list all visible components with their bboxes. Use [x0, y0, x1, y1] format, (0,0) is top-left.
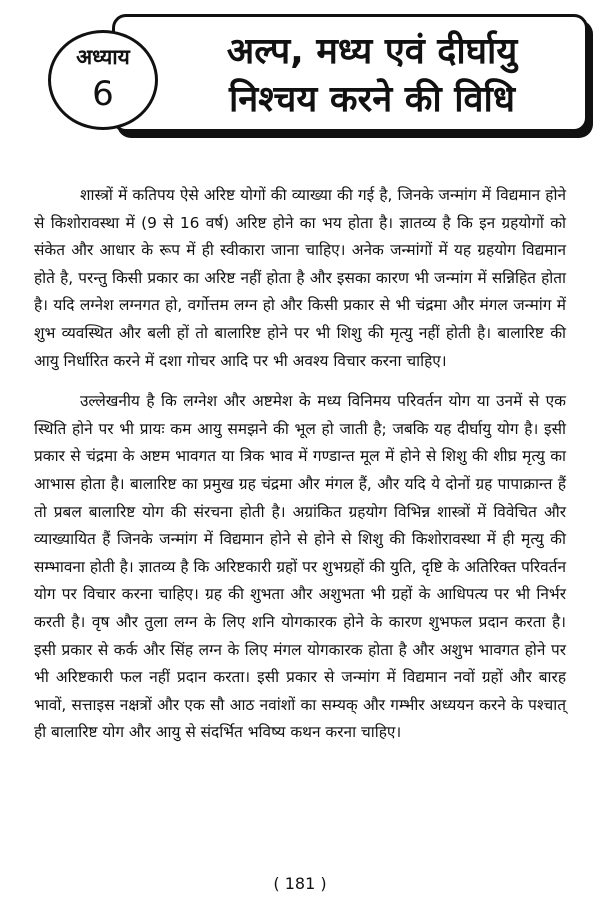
chapter-title-line-1: अल्प, मध्य एवं दीर्घायु	[226, 31, 518, 72]
chapter-badge	[48, 30, 158, 130]
chapter-label: अध्याय	[76, 45, 130, 69]
paragraph-1: शास्त्रों में कतिपय ऐसे अरिष्ट योगों की व्याख्या की गई है, जिनके जन्मांग में विद्यमान होने से किशोरावस्था में (9 से 16 वर्ष) अरिष्ट होने का भय होता है। ज्ञातव्य है कि इन ग्रहयोगों को संकेत और आधार के रूप में ही स्वीकारा जाना चाहिए। अनेक जन्मांगों में यह ग्रहयोग विद्यमान होते है, परन्तु किसी प्रकार का अरिष्ट नहीं होता है और इसका कारण भी जन्मांग में सन्निहित होता है। यदि लग्नेश लग्नगत हो, वर्गोत्तम लग्न हो और किसी प्रकार से भी चंद्रमा और मंगल जन्मांग में शुभ व्यवस्थित और बली हों तो बालारिष्ट होने पर भी शिशु की मृत्यु नहीं होती है। बालारिष्ट की आयु निर्धारित करने में दशा गोचर आदि पर भी अवश्य विचार करना चाहिए।	[34, 186, 566, 370]
chapter-number: 6	[92, 74, 114, 114]
paragraph-2: उल्लेखनीय है कि लग्नेश और अष्टमेश के मध्य विनिमय परिवर्तन योग या उनमें से एक स्थिति होने पर भी प्रायः कम आयु समझने की भूल हो जाती है; जबकि यह दीर्घायु योग है। इसी प्रकार से चंद्रमा के अष्टम भावगत या त्रिक भाव में गण्डान्त मूल में होने से शिशु की शीघ्र मृत्यु का आभास होता है। बालारिष्ट का प्रमुख ग्रह चंद्रमा और मंगल हैं, और यदि ये दोनों ग्रह पापाक्रान्त हैं तो प्रबल बालारिष्ट योग की संरचना होती है। अग्रांकित ग्रहयोग विभिन्न शास्त्रों में विवेचित और व्याख्यायित हैं जिनके जन्मांग में विद्यमान होने से होने से शिशु की किशोरावस्था में ही मृत्यु की सम्भावना होती है। ज्ञातव्य है कि अरिष्टकारी ग्रहों पर शुभग्रहों की युति, दृष्टि के अतिरिक्त परिवर्तन योग पर विचार करना चाहिए। ग्रह की शुभता और अशुभता भी ग्रहों के आधिपत्य पर भी निर्भर करती है। वृष और तुला लग्न के लिए शनि योगकारक होने के कारण शुभफल प्रदान करता है। इसी प्रकार से कर्क और सिंह लग्न के लिए मंगल योगकारक होता है और अशुभ भावगत होने पर भी अरिष्टकारी फल नहीं प्रदान करता। इसी प्रकार से जन्मांग में विद्यमान नवों ग्रहों और बारह भावों, सत्ताइस नक्षत्रों और एक सौ आठ नवांशों का सम्यक् और गम्भीर अध्ययन करने के पश्चात् ही बालारिष्ट योग और आयु से संदर्भित भविष्य कथन करना चाहिए।	[34, 392, 566, 742]
body-text	[34, 182, 566, 760]
chapter-title-line-2: निश्चय करने की विधि	[228, 79, 516, 120]
page-number: ( 181 )	[273, 874, 327, 893]
